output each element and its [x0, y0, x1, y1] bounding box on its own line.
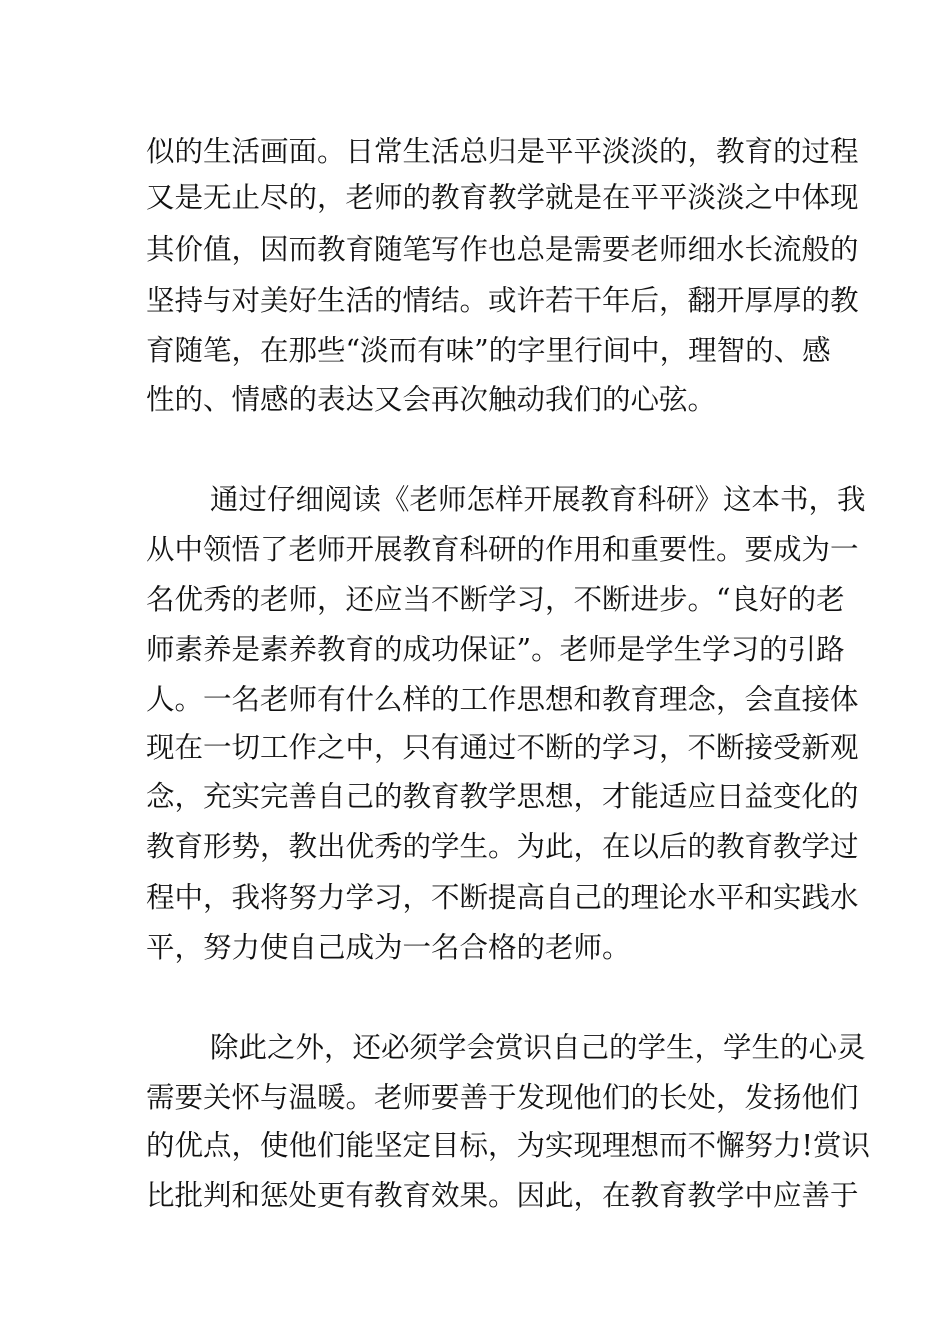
- paragraph-2-line-5: 人。一名老师有什么样的工作思想和教育理念，会直接体: [146, 683, 859, 716]
- paragraph-1-line-6: 性的、情感的表达又会再次触动我们的心弦。: [146, 383, 717, 416]
- paragraph-2-line-6: 现在一切工作之中，只有通过不断的学习，不断接受新观: [146, 731, 859, 764]
- paragraph-2-line-2: 从中领悟了老师开展教育科研的作用和重要性。要成为一: [146, 533, 859, 566]
- paragraph-2-line-4: 师素养是素养教育的成功保证”。老师是学生学习的引路: [146, 633, 845, 666]
- paragraph-1-line-1: 似的生活画面。日常生活总归是平平淡淡的，教育的过程: [146, 135, 859, 168]
- paragraph-1-line-2: 又是无止尽的，老师的教育教学就是在平平淡淡之中体现: [146, 181, 859, 214]
- paragraph-1-line-4: 坚持与对美好生活的情结。或许若干年后，翻开厚厚的教: [146, 284, 859, 317]
- paragraph-2-line-1: 通过仔细阅读《老师怎样开展教育科研》这本书，我: [210, 483, 866, 516]
- paragraph-3-line-2: 需要关怀与温暖。老师要善于发现他们的长处，发扬他们: [146, 1081, 859, 1114]
- paragraph-3-line-4: 比批判和惩处更有教育效果。因此，在教育教学中应善于: [146, 1179, 859, 1212]
- paragraph-3-line-1: 除此之外，还必须学会赏识自己的学生，学生的心灵: [210, 1031, 866, 1064]
- paragraph-2-line-8: 教育形势，教出优秀的学生。为此，在以后的教育教学过: [146, 830, 859, 863]
- paragraph-3-line-3: 的优点，使他们能坚定目标，为实现理想而不懈努力!赏识: [146, 1129, 870, 1162]
- paragraph-1-line-3: 其价值，因而教育随笔写作也总是需要老师细水长流般的: [146, 233, 859, 266]
- paragraph-2-line-9: 程中，我将努力学习，不断提高自己的理论水平和实践水: [146, 881, 859, 914]
- paragraph-2-line-3: 名优秀的老师，还应当不断学习，不断进步。“良好的老: [146, 583, 845, 616]
- paragraph-1-line-5: 育随笔，在那些“淡而有味”的字里行间中，理智的、感: [146, 334, 831, 367]
- paragraph-2-line-7: 念，充实完善自己的教育教学思想，才能适应日益变化的: [146, 780, 859, 813]
- paragraph-2-line-10: 平，努力使自己成为一名合格的老师。: [146, 931, 631, 964]
